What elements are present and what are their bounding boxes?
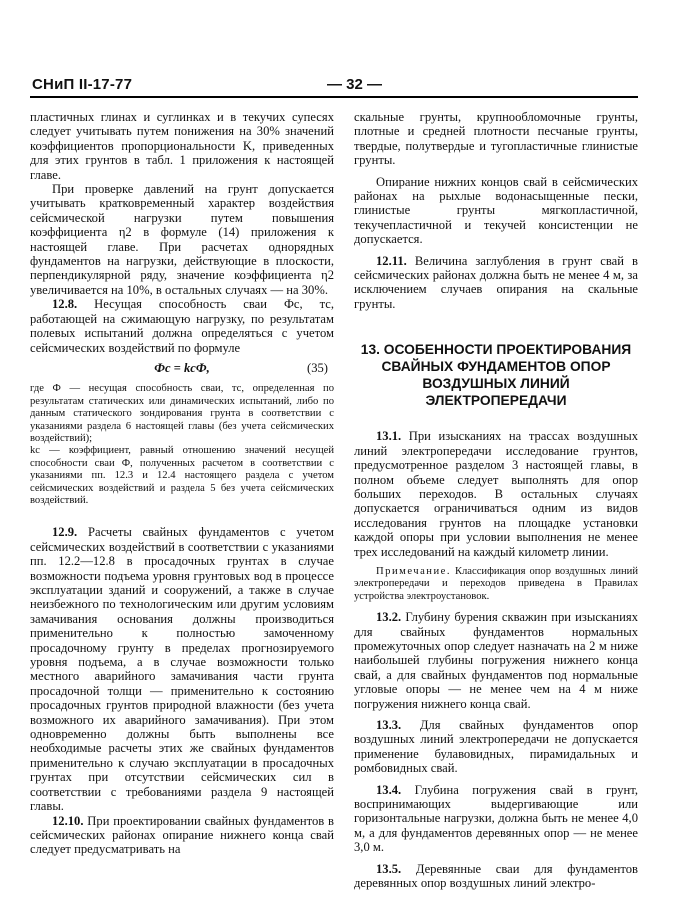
clause-number: 13.5. <box>376 861 402 876</box>
clause-number: 13.2. <box>376 610 402 625</box>
formula-35 <box>30 361 334 375</box>
clause-12-10 <box>30 814 334 857</box>
page-number: — 32 — <box>327 76 383 93</box>
header-rule <box>30 96 638 98</box>
formula-number: (35) <box>307 360 328 375</box>
paragraph: При проверке давлений на грунт допускается учитывать кратковременный характер воздействия сейсмической нагрузки путем повышения коэффициента η2 в формуле (14) приложения к настоящей главе. При расчетах однорядных фундаментов на нагрузки, действующие в плоскости, перпендикулярной ряду, значение коэффициента η2 увеличивается на 10%, в остальных случаях — на 30%. <box>30 182 334 297</box>
clause-text: При изысканиях на трассах воздушных линий электропередачи исследование грунтов, предусмотренное разделом 3 настоящей главы, в полном объеме следует выполнять для опор больших переходов. В остальных случаях допускается ограничиваться одним из видов исследования грунтов на площадке установки каждой опоры при условии выполнения не менее трех исследований на каждый километр линии. <box>354 429 638 559</box>
clause-text: При проектировании свайных фундаментов в сейсмических районах опирание нижнего конца свай следует предусматривать на <box>30 813 334 857</box>
clause-13-1 <box>354 429 638 559</box>
section-heading: 13. ОСОБЕННОСТИ ПРОЕКТИРОВАНИЯ СВАЙНЫХ ФУНДАМЕНТОВ ОПОР ВОЗДУШНЫХ ЛИНИЙ ЭЛЕКТРОПЕРЕДАЧИ <box>360 342 632 409</box>
clause-number: 12.11. <box>376 253 407 268</box>
clause-12-9 <box>30 525 334 813</box>
clause-text: Несущая способность сваи Фc, тс, работающей на сжимающую нагрузку, по результатам полевых испытаний должна определяться с учетом сейсмических воздействий по формуле <box>30 297 334 355</box>
document-code: СНиП II-17-77 <box>32 76 133 93</box>
note-label: Примечание. <box>376 565 451 577</box>
clause-13-4 <box>354 783 638 855</box>
clause-text: Деревянные сваи для фундаментов деревянных опор воздушных линий электро- <box>354 861 638 891</box>
right-column <box>354 110 638 890</box>
clause-number: 12.8. <box>52 297 78 312</box>
clause-number: 13.1. <box>376 429 402 444</box>
left-column <box>30 110 334 857</box>
clause-number: 12.10. <box>52 813 84 828</box>
clause-number: 13.3. <box>376 718 402 732</box>
formula-explanation-kc: kc — коэффициент, равный отношению значений несущей способности сваи Ф, полученных расчетом в соответствии с указаниями пп. 12.3 и 12.4 настоящего раздела с учетом сейсмических воздействий и раздела 5 без учета сейсмических воздействий. <box>30 445 334 506</box>
formula-expression: Фc = kcФ, <box>154 360 210 375</box>
paragraph: скальные грунты, крупнообломочные грунты, плотные и средней плотности песчаные грунты, твердые, полутвердые и тугопластичные глинистые грунты. <box>354 110 638 168</box>
formula-explanation-phi: где Ф — несущая способность сваи, тс, определенная по результатам статических или динамических испытаний, либо по данным статического зондирования грунта в соответствии с указаниями раздела 6 настоящей главы (без учета сейсмических воздействий); <box>30 383 334 444</box>
clause-12-8 <box>30 297 334 355</box>
note <box>354 566 638 603</box>
clause-13-3 <box>354 718 638 776</box>
clause-12-11 <box>354 254 638 312</box>
clause-number: 13.4. <box>376 782 402 797</box>
clause-13-5 <box>354 862 638 891</box>
clause-text: Для свайных фундаментов опор воздушных линий электропередачи не допускается применение булавовидных, пирамидальных и ромбовидных свай. <box>354 718 638 776</box>
page-header <box>22 72 654 98</box>
clause-text: Величина заглубления в грунт свай в сейсмических районах должна быть не менее 4 м, за исключением случаев опирания на скальные грунты. <box>354 253 638 311</box>
note-text: Классификация опор воздушных линий электропередачи и переходов приведена в Правилах устройства электроустановок. <box>354 565 638 602</box>
clause-number: 12.9. <box>52 525 78 540</box>
clause-text: Глубину бурения скважин при изысканиях для свайных фундаментов нормальных промежуточных опор следует назначать на 2 м ниже наибольшей глубины погружения нижнего конца свай, а для свайных фундаментов под нормальные угловые опоры — не менее чем на 4 м ниже погружения нижнего конца свай. <box>354 610 638 711</box>
paragraph: пластичных глинах и суглинках и в текучих супесях следует учитывать путем понижения на 30% значений коэффициентов пропорциональности K, приведенных для этих грунтов в табл. 1 приложения к настоящей главе. <box>30 110 334 182</box>
paragraph: Опирание нижних концов свай в сейсмических районах на рыхлые водонасыщенные пески, глинистые грунты мягкопластичной, текучепластичной и текучей консистенции не допускается. <box>354 174 638 247</box>
clause-text: Расчеты свайных фундаментов с учетом сейсмических воздействий в соответствии с указаниями пп. 12.2—12.8 в просадочных грунтах в случае возможности подъема уровня грунтовых вод в процессе эксплуатации зданий и сооружений, а также в случае неизбежного по технологическим или другим условиям замачивания основания должны производиться применительно к полностью замоченному просадочному грунту в пределах прогнозируемого уровня подъема, а в случае возможности только местного аварийного замачивания части грунта просадочной толщи — применительно к состоянию просадочных грунтов природной влажности (без учета возможного их аварийного замачивания). При этом одновременно должны быть выполнены все необходимые расчеты этих же свайных фундаментов применительно к случаю эксплуатации в просадочных грунтах при отсутствии сейсмических сил в соответствии с требованиями раздела 9 настоящей главы. <box>30 525 335 814</box>
clause-13-2 <box>354 610 638 711</box>
clause-text: Глубина погружения свай в грунт, воспринимающих выдергивающие или горизонтальные нагрузки, должна быть не менее 4,0 м, а для фундаментов деревянных опор — не менее 3,0 м. <box>354 782 638 855</box>
